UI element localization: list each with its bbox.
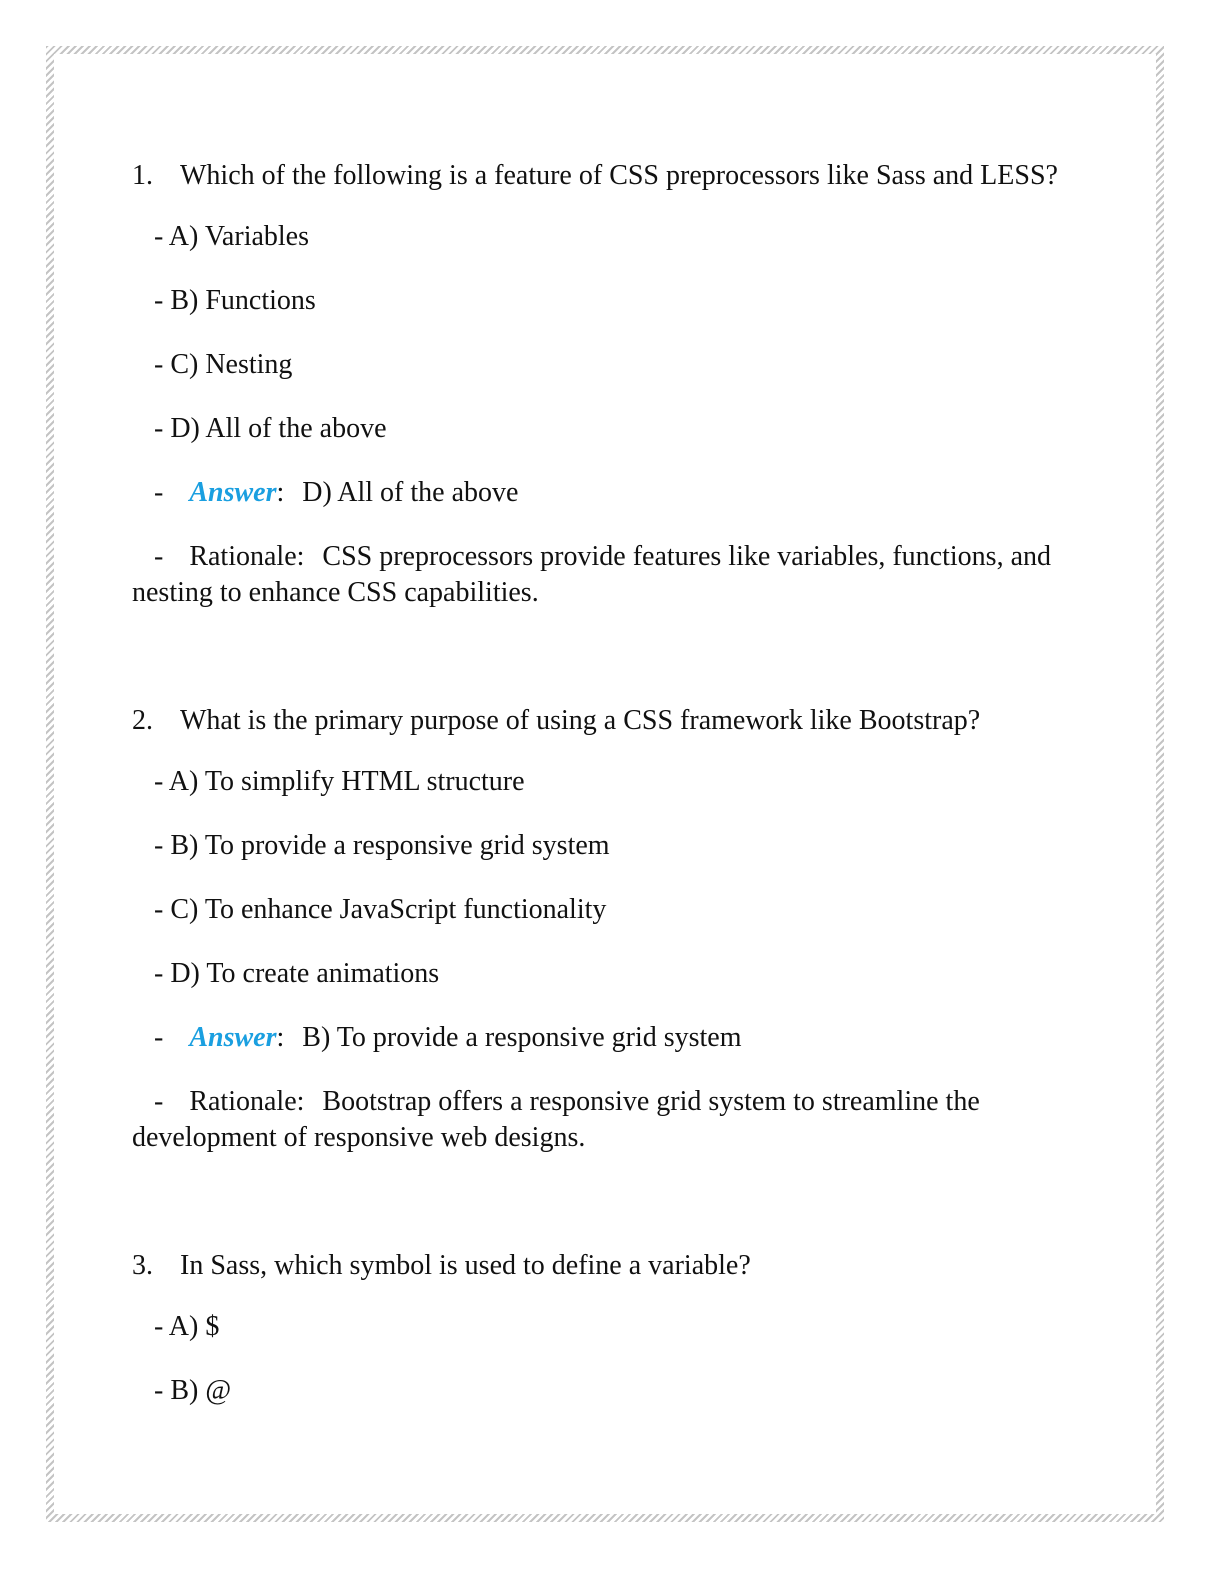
answer-text: D) All of the above	[302, 477, 519, 508]
answer-label: Answer	[189, 477, 277, 508]
question-block-1	[132, 158, 1092, 611]
question-2-stem	[132, 703, 1092, 739]
rationale-label: Rationale:	[189, 1086, 305, 1117]
question-1-number: 1.	[132, 160, 153, 191]
question-block-3	[132, 1248, 1092, 1409]
question-2-option-a: - A) To simplify HTML structure	[154, 766, 525, 797]
question-3-number: 3.	[132, 1250, 153, 1281]
rationale-label: Rationale:	[189, 541, 305, 572]
answer-text: B) To provide a responsive grid system	[302, 1022, 742, 1053]
rationale-prefix: -	[154, 1086, 164, 1117]
question-1-option-a: - A) Variables	[154, 221, 309, 252]
question-2-text: What is the primary purpose of using a CSS framework like Bootstrap?	[180, 705, 981, 736]
answer-colon: :	[276, 477, 285, 508]
answer-prefix: -	[154, 477, 164, 508]
question-1-text: Which of the following is a feature of CSS preprocessors like Sass and LESS?	[180, 160, 1058, 191]
answer-colon: :	[276, 1022, 285, 1053]
question-3-option-a: - A) $	[154, 1311, 220, 1342]
rationale-prefix: -	[154, 541, 164, 572]
question-2-number: 2.	[132, 705, 153, 736]
rationale-text: Bootstrap offers a responsive grid system to streamline the development of responsive web designs.	[132, 1086, 980, 1153]
question-1-option-b: - B) Functions	[154, 285, 316, 316]
question-1-rationale	[132, 539, 1092, 611]
question-2-option-c: - C) To enhance JavaScript functionality	[154, 894, 607, 925]
question-3-text: In Sass, which symbol is used to define a variable?	[180, 1250, 751, 1281]
rationale-text: CSS preprocessors provide features like variables, functions, and nesting to enhance CSS capabilities.	[132, 541, 1051, 608]
question-2-option-d: - D) To create animations	[154, 958, 440, 989]
question-2-answer	[154, 1020, 1092, 1056]
question-1-answer	[154, 475, 1092, 511]
question-3-stem	[132, 1248, 1092, 1284]
question-1-option-d: - D) All of the above	[154, 413, 387, 444]
question-2-rationale	[132, 1084, 1092, 1156]
answer-label: Answer	[189, 1022, 277, 1053]
question-1-option-c: - C) Nesting	[154, 349, 293, 380]
question-2-option-b: - B) To provide a responsive grid system	[154, 830, 610, 861]
question-3-option-b: - B) @	[154, 1375, 232, 1406]
answer-prefix: -	[154, 1022, 164, 1053]
question-block-2	[132, 703, 1092, 1156]
document-content	[132, 158, 1092, 1437]
question-1-stem	[132, 158, 1092, 194]
